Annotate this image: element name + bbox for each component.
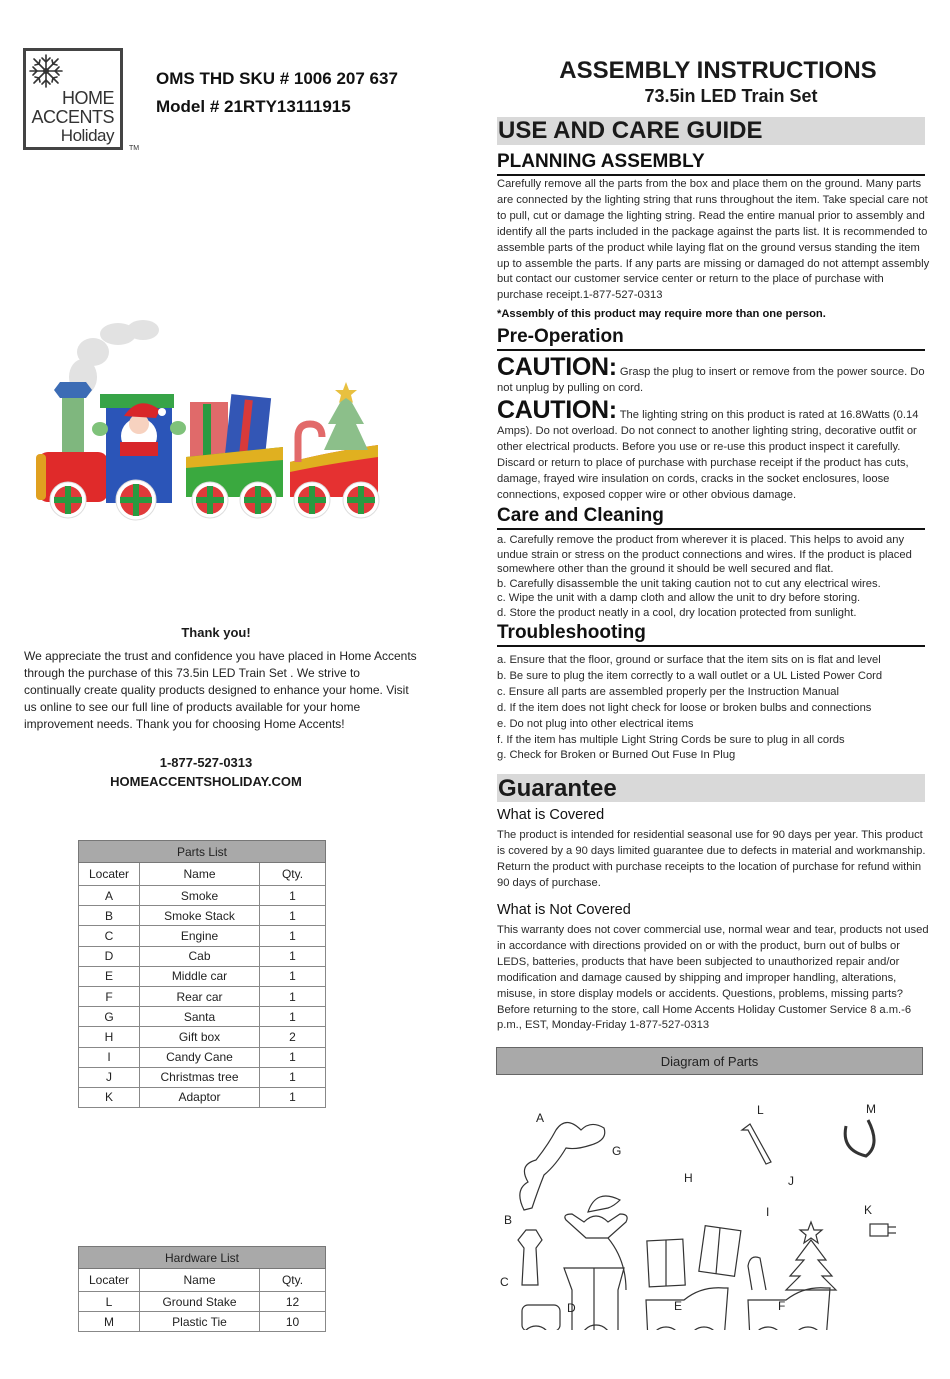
cell-name: Rear car [140,986,260,1006]
cell-locater: K [79,1087,140,1107]
pre-operation-heading: Pre-Operation [497,326,925,351]
cell-name: Gift box [140,1027,260,1047]
model-number: Model # 21RTY13111915 [156,97,351,116]
candy-cane-part-icon [748,1257,766,1290]
middle-car-part-icon [646,1288,728,1330]
cell-qty: 1 [260,886,326,906]
parts-diagram [496,1090,936,1330]
smoke-stack-part-icon [518,1230,542,1285]
cell-qty: 12 [260,1292,326,1312]
cell-name: Engine [140,926,260,946]
logo-line-home: HOME [62,88,114,108]
list-item: a. Ensure that the floor, ground or surface that the item sits on is flat and level [497,654,881,666]
what-is-not-covered-text: This warranty does not cover commercial use, normal wear and tear, products not used in accordance with directions provided on or with the product, burn out of bulbs or LEDS, batteries, products that have been subjected to unauthorized repair and/or modification and damage caused by shipping and improper handling, alterations, misuse, in store display models or accidents. Questions, problems, missing parts? Before returning to the store, call Home Accents Holiday Customer Service 8 a.m.-6 p.m., EST, Monday-Friday 1-877-527-0313 [497,924,929,1032]
diagram-label-h: H [684,1171,693,1185]
thank-you-message: We appreciate the trust and confidence you have placed in Home Accents through the purchase of this 73.5in LED Train Set . We strive to continually create quality products designed to enhance your home. Visit us online to see our full line of products available for your home improvement needs. Thank you for choosing Home Accents! [24,649,417,731]
table-row [79,1067,326,1087]
cell-qty: 1 [260,966,326,986]
table-row [79,1292,326,1312]
column-header-qty: Qty. [260,1269,326,1292]
cell-qty: 1 [260,1067,326,1087]
parts-list-caption: Parts List [79,841,326,863]
cell-locater: C [79,926,140,946]
cell-qty: 1 [260,926,326,946]
caution-text: Grasp the plug to insert or remove from the power source. Do not unplug by pulling on cord. [497,366,925,394]
table-row [79,926,326,946]
column-header-name: Name [140,1269,260,1292]
cell-locater: I [79,1047,140,1067]
caution-rating [497,398,930,503]
list-item: d. Store the product neatly in a cool, dry location protected from sunlight. [497,606,857,619]
rear-car-part-icon [748,1288,830,1330]
cell-name: Middle car [140,966,260,986]
sku-number: OMS THD SKU # 1006 207 637 [156,69,398,88]
cell-name: Cab [140,946,260,966]
cell-qty: 2 [260,1027,326,1047]
diagram-label-j: J [788,1174,794,1188]
logo-line-holiday: Holiday [60,126,114,145]
list-item: f. If the item has multiple Light String Cords be sure to plug in all cords [497,733,845,746]
table-row [79,1027,326,1047]
cell-name: Christmas tree [140,1067,260,1087]
brand-logo [23,48,123,150]
cell-qty: 1 [260,1007,326,1027]
engine-part-icon [522,1305,560,1330]
caution-label: CAUTION: [497,353,617,381]
cell-locater: F [79,986,140,1006]
parts-list-table [78,840,326,1108]
list-item: b. Carefully disassemble the unit taking caution not to cut any electrical wires. [497,577,881,590]
cell-name: Santa [140,1007,260,1027]
cell-qty: 1 [260,1047,326,1067]
cell-locater: D [79,946,140,966]
list-item: d. If the item does not light check for loose or broken bulbs and connections [497,701,872,714]
what-is-covered-text: The product is intended for residential seasonal use for 90 days per year. This product is covered by a 90 days limited guarantee due to defects in material and workmanship. Return the product with purchase receipts to the location of purchase for refund within 90 days of purchase. [497,829,926,889]
cell-locater: H [79,1027,140,1047]
cell-name: Plastic Tie [140,1312,260,1332]
list-item: e. Do not plug into other electrical items [497,717,694,730]
assembly-note: *Assembly of this product may require more than one person. [497,308,826,320]
hardware-list-caption: Hardware List [79,1247,326,1269]
cell-qty: 10 [260,1312,326,1332]
troubleshooting-heading: Troubleshooting [497,622,925,647]
cell-name: Candy Cane [140,1047,260,1067]
list-item: g. Check for Broken or Burned Out Fuse In Plug [497,749,736,762]
list-item: c. Ensure all parts are assembled properly per the Instruction Manual [497,685,840,698]
cell-name: Adaptor [140,1087,260,1107]
care-cleaning-list [497,533,930,621]
cell-name: Ground Stake [140,1292,260,1312]
what-is-covered-heading: What is Covered [497,807,605,823]
guarantee-band: Guarantee [497,774,925,802]
cell-locater: B [79,906,140,926]
cell-qty: 1 [260,986,326,1006]
smoke-part-icon [520,1123,605,1211]
cell-qty: 1 [260,1087,326,1107]
care-cleaning-heading: Care and Cleaning [497,505,925,530]
table-row [79,966,326,986]
cell-name: Smoke Stack [140,906,260,926]
cell-locater: J [79,1067,140,1087]
diagram-label-i: I [766,1205,770,1219]
column-header-name: Name [140,863,260,886]
cell-locater: L [79,1292,140,1312]
cell-locater: E [79,966,140,986]
diagram-label-d: D [567,1301,576,1315]
cell-locater: G [79,1007,140,1027]
diagram-label-l: L [757,1103,764,1117]
diagram-label-f: F [778,1299,786,1313]
what-is-not-covered-heading: What is Not Covered [497,902,631,918]
trademark-mark: TM [129,145,140,152]
diagram-label-a: A [536,1111,545,1125]
diagram-label-b: B [504,1213,513,1227]
christmas-tree-part-icon [786,1240,836,1290]
thank-you-heading: Thank you! [181,625,251,640]
document-subtitle: 73.5in LED Train Set [644,86,818,106]
cell-locater: M [79,1312,140,1332]
cell-qty: 1 [260,946,326,966]
table-row [79,1087,326,1107]
column-header-locater: Locater [79,863,140,886]
diagram-label-e: E [674,1299,683,1313]
list-item: c. Wipe the unit with a damp cloth and allow the unit to dry before storing. [497,592,861,605]
table-header-row [79,1269,326,1292]
cell-qty: 1 [260,906,326,926]
diagram-of-parts-caption: Diagram of Parts [496,1047,923,1075]
table-row [79,1007,326,1027]
cell-locater: A [79,886,140,906]
caution-plug [497,355,930,397]
document-title: ASSEMBLY INSTRUCTIONS [559,57,877,84]
use-and-care-band: USE AND CARE GUIDE [497,117,925,145]
logo-line-accents: ACCENTS [31,107,114,127]
list-item: a. Carefully remove the product from wherever it is placed. This helps to avoid any undue strain or stress on the product connections and wires. If the product is placed somewhere other than the ground it should be well secured and flat. [497,534,912,576]
table-row [79,946,326,966]
column-header-locater: Locater [79,1269,140,1292]
caution-label: CAUTION: [497,396,617,424]
column-header-qty: Qty. [260,863,326,886]
contact-phone: 1-877-527-0313 [159,755,253,770]
santa-part-icon [565,1214,627,1238]
table-row [79,1047,326,1067]
plastic-tie-part-icon [845,1120,874,1156]
cell-name: Smoke [140,886,260,906]
adaptor-part-icon [870,1224,896,1236]
diagram-label-k: K [864,1203,873,1217]
troubleshooting-list [497,653,930,764]
hardware-list-table [78,1246,326,1332]
planning-assembly-heading: PLANNING ASSEMBLY [497,151,925,176]
diagram-label-g: G [612,1144,622,1158]
table-row [79,986,326,1006]
table-header-row [79,863,326,886]
caution-text: The lighting string on this product is rated at 16.8Watts (0.14 Amps). Do not overload. Do not connect to another lighting string, decorative outfit or other electrical products. Before you use or re-use this product inspect it carefully. Discard or return to place of purchase with purchase receipt if the product has cuts, damage, frayed wire insulation on cords, cracks in the socket enclosures, loose connections, exposed copper wire or other obvious damage. [497,409,919,501]
diagram-label-m: M [866,1102,876,1116]
ground-stake-part-icon [742,1124,771,1164]
product-photo-train [28,312,398,527]
table-row [79,1312,326,1332]
diagram-label-c: C [500,1275,509,1289]
table-row [79,906,326,926]
contact-website: HOMEACCENTSHOLIDAY.COM [110,774,302,789]
list-item: b. Be sure to plug the item correctly to a wall outlet or a UL Listed Power Cord [497,669,883,682]
planning-assembly-text: Carefully remove all the parts from the box and place them on the ground. Many parts are connected by the lighting string that runs throughout the item. Take special care not to pull, cut or damage the lighting string. Read the entire manual prior to assembly and identify all the parts included in the package against the parts list. It is recommended to assemble parts of the product while laying flat on the ground versus standing the item up to assemble the parts. If any parts are missing or damaged do not attempt assembly but contact our customer service center or return to the place of purchase with purchase receipt.1-877-527-0313 [497,178,930,302]
table-row [79,886,326,906]
